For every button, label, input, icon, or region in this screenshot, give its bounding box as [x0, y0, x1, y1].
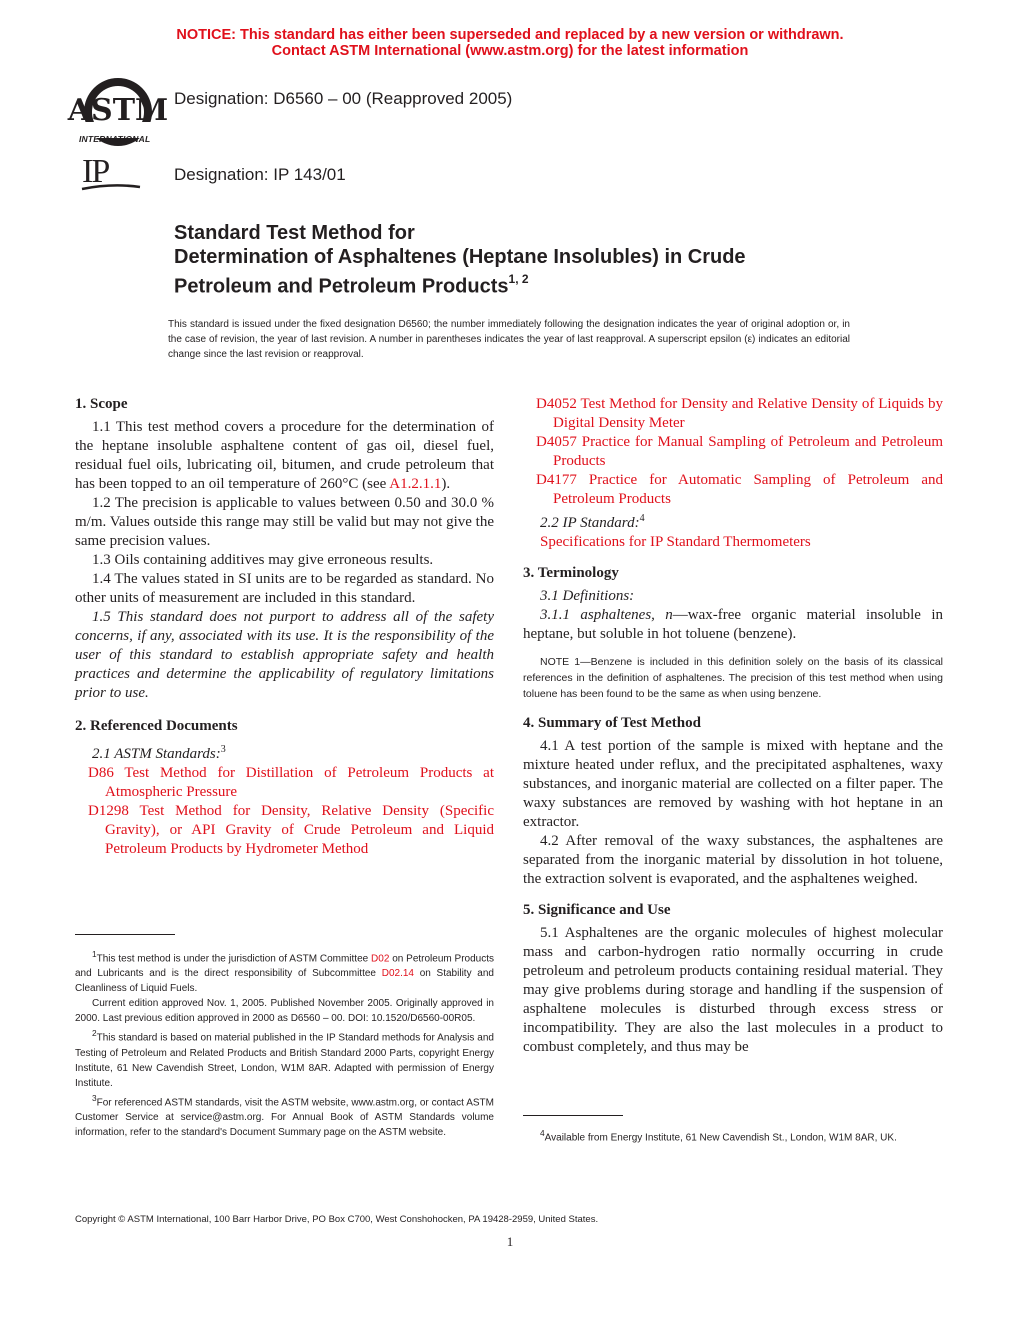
- document-title: [174, 221, 894, 299]
- para-1-3: 1.3 Oils containing additives may give erroneous results.: [92, 552, 434, 568]
- para-2-2: 2.2 IP Standard:$^4$: [540, 513, 645, 531]
- left-column: [75, 395, 494, 859]
- title-line-1: Standard Test Method for: [174, 222, 415, 244]
- withdrawal-notice: [0, 27, 1020, 59]
- ref-d4057[interactable]: D4057 Practice for Manual Sampling of Petroleum and Petroleum Products: [536, 434, 943, 469]
- footnote-4: $^4$Available from Energy Institute, 61 New Cavendish St., London, W1M 8AR, UK.: [540, 1128, 897, 1144]
- scope-heading: 1. Scope: [75, 396, 128, 412]
- para-1-5: 1.5 This standard does not purport to address all of the safety concerns, if any, associated with its use. It is the responsibility of the user of this standard to establish appropriate safety and health practices and determine the applicability of regulatory limitations prior to use.: [75, 609, 494, 701]
- summary-heading: 4. Summary of Test Method: [523, 715, 701, 731]
- footnote-rule-right: [523, 1115, 623, 1116]
- terminology-heading: 3. Terminology: [523, 565, 619, 581]
- link-a1-2-1-1[interactable]: A1.2.1.1: [389, 476, 442, 492]
- referenced-documents-heading: 2. Referenced Documents: [75, 718, 238, 734]
- right-column: [523, 395, 943, 1057]
- footnote-3-ref[interactable]: 3: [220, 744, 226, 755]
- ref-d1298[interactable]: D1298 Test Method for Density, Relative Density (Specific Gravity), or API Gravity of Crude Petroleum and Liquid Petroleum Products by Hydrometer Method: [88, 803, 494, 857]
- para-3-1: 3.1 Definitions:: [540, 588, 635, 604]
- para-5-1: 5.1 Asphaltenes are the organic molecules of highest molecular mass and carbon-hydrogen ratio normally occurring in crude petroleum and petroleum products containing residual material. They may give problems during storage and handling if the suspension of asphaltene molecules is disturbed through excess stress or incompatibility. They are also the last molecules in a product to combust completely, and thus may be: [523, 925, 943, 1055]
- notice-line-2: Contact ASTM International (www.astm.org) for the latest information: [271, 43, 749, 59]
- notice-line-1: NOTICE: This standard has either been superseded and replaced by a new version or withdrawn.: [176, 27, 844, 43]
- title-line-3: Petroleum and Petroleum Products$^{1, 2}$: [174, 272, 529, 298]
- ip-logo: [82, 155, 142, 191]
- footnote-3: $^3$For referenced ASTM standards, visit the ASTM website, www.astm.org, or contact ASTM Customer Service at service@astm.org. For Annual Book of ASTM Standards volume information, refer to the standard's Document Summary page on the ASTM website.: [75, 1092, 494, 1138]
- para-4-2: 4.2 After removal of the waxy substances, the asphaltenes are separated from the inorganic material by dissolution in hot toluene, the extraction solvent is evaporated, and the asphaltenes weighed.: [523, 833, 943, 887]
- footnotes: [75, 947, 494, 1140]
- para-1-4: 1.4 The values stated in SI units are to be regarded as standard. No other units of measurement are included in this standard.: [75, 571, 494, 606]
- significance-heading: 5. Significance and Use: [523, 902, 671, 918]
- ref-d4177[interactable]: D4177 Practice for Automatic Sampling of Petroleum and Petroleum Products: [536, 472, 943, 507]
- link-d02[interactable]: D02: [371, 953, 390, 965]
- link-d02-14[interactable]: D02.14: [381, 968, 414, 980]
- astm-designation: Designation: D6560 – 00 (Reapproved 2005): [174, 89, 513, 108]
- para-2-1: 2.1 ASTM Standards:$^3$: [92, 744, 226, 762]
- para-1-1: 1.1 This test method covers a procedure for the determination of the heptane insoluble asphaltene content of gas oil, diesel fuel, residual fuel oils, lubricating oil, bitumen, and crude petroleum that has been topped to an oil temperature of 260°C (see A1.2.1.1).: [75, 419, 494, 492]
- footnote-2: $^2$This standard is based on material published in the IP Standard methods for Analysis and Testing of Petroleum and Related Products and British Standard 2000 Parts, copyright Energy Institute, 61 New Cavendish Street, London, W1M 8AR. Adapted with permission of Energy Institute.: [75, 1028, 494, 1089]
- para-4-1: 4.1 A test portion of the sample is mixed with heptane and the mixture heated under reflux, and the precipitated asphaltenes, waxy substances, and inorganic material are collected on a filter paper. The waxy substances are removed by washing with hot heptane in an extractor.: [523, 738, 943, 830]
- ref-d86[interactable]: D86 Test Method for Distillation of Petroleum Products at Atmospheric Pressure: [88, 765, 494, 800]
- note-1: NOTE 1—Benzene is included in this definition solely on the basis of its classical references in the definition of asphaltenes. The precision of this test method when using toluene has been found to be the same as when using benzene.: [523, 656, 943, 700]
- astm-logo: [67, 72, 169, 150]
- footnote-1-edition: Current edition approved Nov. 1, 2005. Published November 2005. Originally approved in 2000. Last previous edition approved in 2000 as D6560 – 00. DOI: 10.1520/D6560-00R05.: [75, 998, 494, 1025]
- para-1-2: 1.2 The precision is applicable to values between 0.50 and 30.0 % m/m. Values outside this range may still be valid but may not give the same precision values.: [75, 495, 494, 549]
- title-footnote-ref[interactable]: 1, 2: [508, 272, 529, 286]
- ip-designation: Designation: IP 143/01: [174, 165, 346, 184]
- footnote-rule: [75, 934, 175, 935]
- ip-logo-underline-icon: [82, 183, 142, 191]
- svg-text:ASTM: ASTM: [67, 93, 169, 128]
- copyright: Copyright © ASTM International, 100 Barr Harbor Drive, PO Box C700, West Conshohocken, PA 19428-2959, United States.: [75, 1214, 599, 1225]
- footnote-4-ref[interactable]: 4: [639, 513, 645, 524]
- ref-ip-thermometers[interactable]: Specifications for IP Standard Thermometers: [540, 534, 811, 550]
- title-line-2: Determination of Asphaltenes (Heptane Insolubles) in Crude: [174, 246, 746, 268]
- ref-d4052[interactable]: D4052 Test Method for Density and Relative Density of Liquids by Digital Density Meter: [536, 396, 943, 431]
- footnote-1: $^1$This test method is under the jurisdiction of ASTM Committee D02 on Petroleum Products and Lubricants and is the direct responsibility of Subcommittee D02.14 on Stability and Cleanliness of Liquid Fuels.: [75, 949, 495, 995]
- astm-logo-text: INTERNATIONAL: [79, 134, 151, 144]
- para-3-1-1: 3.1.1 asphaltenes, n—wax-free organic material insoluble in heptane, but soluble in hot toluene (benzene).: [523, 607, 943, 642]
- issuance-note: This standard is issued under the fixed designation D6560; the number immediately following the designation indicates the year of original adoption or, in the case of revision, the year of last revision. A number in parentheses indicates the year of last reapproval. A superscript epsilon (ε) indicates an editorial change since the last revision or reapproval.: [168, 319, 850, 360]
- ip-logo-text: IP: [82, 153, 109, 190]
- page-number: 1: [506, 1234, 514, 1249]
